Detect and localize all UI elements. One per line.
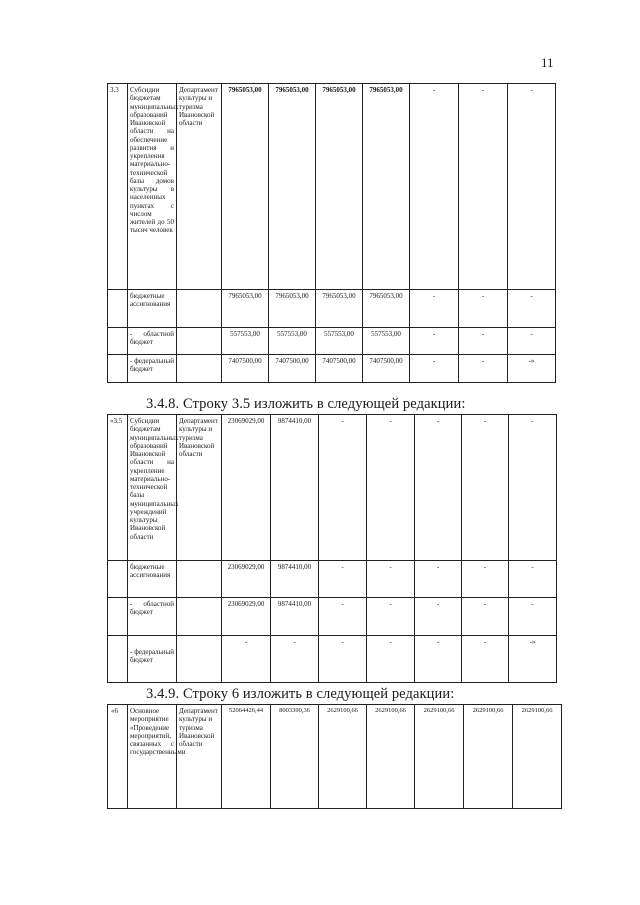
value-cell: - (508, 84, 556, 290)
value-cell: 2629100,66 (464, 705, 513, 809)
value-cell: - (222, 636, 271, 683)
value-cell: 2629100,66 (319, 705, 367, 809)
row-code: «3.5 (108, 415, 128, 561)
value-cell: - (271, 636, 319, 683)
value-cell: 2629100,66 (513, 705, 562, 809)
value-cell: -» (508, 355, 556, 383)
table-row-3-3 (107, 83, 556, 383)
row-name: Субсидии бюджетам муниципальных образований Ивановской области на укрепление материально-технической базы муниципальных учреждений культуры Ивановской области (128, 415, 177, 561)
table-row (108, 355, 556, 383)
value-cell: - (410, 290, 459, 328)
row-name: Субсидии бюджетам муниципальных образований Ивановской области на обеспечение развития и укрепления материально-технической базы домов культуры в населенных пунктах с числом жителей до 50 тысяч человек (128, 84, 177, 290)
value-cell: 7965053,00 (316, 290, 363, 328)
value-cell: - (462, 415, 509, 561)
value-cell: - (459, 355, 508, 383)
value-cell: 9874410,00 (271, 561, 319, 598)
value-cell: 7407500,00 (363, 355, 410, 383)
table-row (108, 415, 557, 561)
row-name: бюджетные ассигнования (128, 290, 177, 328)
value-cell: - (367, 415, 415, 561)
value-cell: 7407500,00 (222, 355, 269, 383)
table-row (108, 636, 557, 683)
row-name: - областной бюджет (128, 328, 177, 355)
value-cell: - (459, 328, 508, 355)
row-executor (177, 598, 222, 636)
value-cell: - (415, 415, 462, 561)
value-cell: - (509, 561, 557, 598)
value-cell: 7407500,00 (316, 355, 363, 383)
value-cell: 7965053,00 (269, 84, 316, 290)
table-row (108, 561, 557, 598)
value-cell: 557553,00 (316, 328, 363, 355)
row-name: - федеральный бюджет (128, 636, 177, 683)
value-cell: - (508, 328, 556, 355)
row-executor (177, 561, 222, 598)
value-cell: - (459, 84, 508, 290)
value-cell: - (367, 561, 415, 598)
value-cell: - (462, 561, 509, 598)
row-name: Основное мероприятие «Проведение мероприятий, связанных с государственными (128, 705, 177, 809)
value-cell: 7965053,00 (363, 290, 410, 328)
row-code (108, 636, 128, 683)
value-cell: - (415, 561, 462, 598)
value-cell: - (509, 415, 557, 561)
row-code (108, 355, 128, 383)
row-executor: Департамент культуры и туризма Ивановской области (177, 84, 222, 290)
value-cell: - (508, 290, 556, 328)
value-cell: 52064426,44 (222, 705, 271, 809)
value-cell: - (367, 598, 415, 636)
row-code: «6 (108, 705, 128, 809)
row-executor (177, 355, 222, 383)
row-code (108, 328, 128, 355)
value-cell: 7407500,00 (269, 355, 316, 383)
value-cell: - (462, 598, 509, 636)
table-row (108, 705, 562, 809)
table-row (108, 598, 557, 636)
value-cell: - (410, 84, 459, 290)
row-executor: Департамент культуры и туризма Ивановской области (177, 415, 222, 561)
row-code (108, 598, 128, 636)
row-executor: Департамент культуры и туризма Ивановской области (177, 705, 222, 809)
table-row (108, 290, 556, 328)
value-cell: - (459, 290, 508, 328)
value-cell: - (410, 328, 459, 355)
row-code: 3.3 (108, 84, 128, 290)
table-row (108, 328, 556, 355)
row-executor (177, 290, 222, 328)
value-cell: - (509, 598, 557, 636)
row-name: - областной бюджет (128, 598, 177, 636)
value-cell: 7965053,00 (363, 84, 410, 290)
value-cell: 7965053,00 (269, 290, 316, 328)
value-cell: 8003390,36 (271, 705, 319, 809)
value-cell: 557553,00 (222, 328, 269, 355)
page-number: 11 (541, 55, 554, 70)
value-cell: - (319, 636, 367, 683)
value-cell: 7965053,00 (222, 84, 269, 290)
value-cell: 23069029,00 (222, 415, 271, 561)
row-executor (177, 328, 222, 355)
value-cell: 9874410,00 (271, 598, 319, 636)
row-code (108, 290, 128, 328)
value-cell: - (462, 636, 509, 683)
value-cell: 557553,00 (363, 328, 410, 355)
table-row-6 (107, 704, 562, 809)
value-cell: - (319, 561, 367, 598)
value-cell: 7965053,00 (316, 84, 363, 290)
value-cell: - (319, 415, 367, 561)
row-name: бюджетные ассигнования (128, 561, 177, 598)
value-cell: - (415, 636, 462, 683)
row-name: - федеральный бюджет (128, 355, 177, 383)
table-row (108, 84, 556, 290)
value-cell: 2629100,66 (415, 705, 464, 809)
table-row-3-5 (107, 414, 557, 683)
value-cell: 2629100,66 (367, 705, 415, 809)
row-code (108, 561, 128, 598)
value-cell: - (367, 636, 415, 683)
instruction-caption: 3.4.8. Строку 3.5 изложить в следующей редакции: (146, 396, 466, 412)
value-cell: - (319, 598, 367, 636)
value-cell: 9874410,00 (271, 415, 319, 561)
value-cell: 557553,00 (269, 328, 316, 355)
value-cell: 7965053,00 (222, 290, 269, 328)
value-cell: 23069029,00 (222, 561, 271, 598)
value-cell: 23069029,00 (222, 598, 271, 636)
value-cell: - (415, 598, 462, 636)
value-cell: -» (509, 636, 557, 683)
instruction-caption: 3.4.9. Строку 6 изложить в следующей редакции: (146, 686, 455, 702)
row-executor (177, 636, 222, 683)
value-cell: - (410, 355, 459, 383)
